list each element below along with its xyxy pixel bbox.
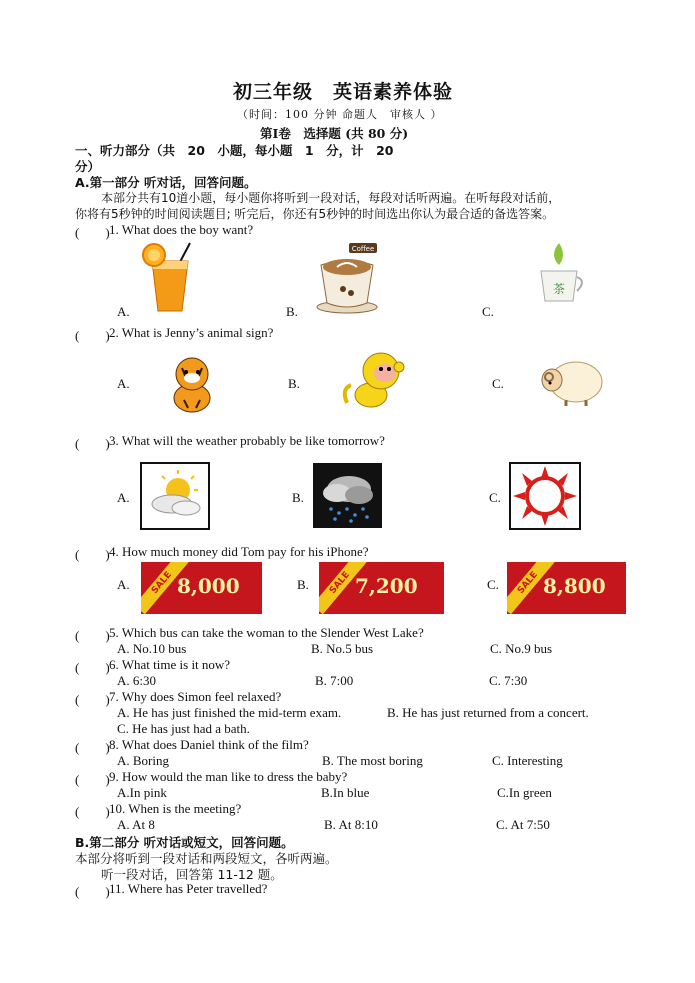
answer-bracket[interactable]: ( ) [75,804,110,819]
price-tag-a [141,562,262,614]
part-b-subinstructions: 听一段对话，回答第 11-12 题。 [101,867,283,882]
section-heading-cont: 分） [75,159,101,174]
tiger-icon [162,354,224,414]
option-c[interactable]: C. [492,376,504,391]
page-title: 初三年级 英语素养体验 [233,81,454,103]
question-6: 6. What time is it now? [109,657,231,672]
option-a[interactable]: A. At 8 [117,817,155,832]
sheep-icon [538,356,604,408]
question-3: 3. What will the weather probably be like tomorrow? [109,433,385,448]
option-b[interactable]: B. [297,577,309,592]
orange-juice-icon [140,241,206,315]
question-7: 7. Why does Simon feel relaxed? [109,689,282,704]
price-a: 8,000 [177,574,240,598]
question-2: 2. What is Jenny’s animal sign? [109,325,274,340]
option-b[interactable]: B. He has just returned from a concert. [387,705,589,720]
option-c[interactable]: C. [487,577,499,592]
coffee-label: Coffee [351,245,375,253]
option-a[interactable]: A. Boring [117,753,169,768]
option-c[interactable]: C. At 7:50 [496,817,550,832]
option-c[interactable]: C. No.9 bus [490,641,553,656]
exam-info: （时间：100 分钟 命题人 审核人 ） [237,108,443,121]
sale-banner: SALE [507,562,556,614]
price-tag-b [319,562,444,614]
question-5: 5. Which bus can take the woman to the Slender West Lake? [109,625,424,640]
tea-label: 茶 [552,282,566,296]
option-a[interactable]: A. [117,490,130,505]
question-8: 8. What does Daniel think of the film? [109,737,309,752]
answer-bracket[interactable]: ( ) [75,884,110,899]
option-a[interactable]: A. [117,304,130,319]
option-c[interactable]: C. 7:30 [489,673,528,688]
option-b[interactable]: B. [292,490,304,505]
answer-bracket[interactable]: ( ) [75,628,110,643]
option-a[interactable]: A. [117,376,130,391]
part-b-title: B.第二部分 听对话或短文，回答问题。 [75,835,294,850]
question-10: 10. When is the meeting? [109,801,242,816]
part-a-instructions: 本部分共有10道小题，每小题你将听到一段对话，每段对话听两遍。在听每段对话前， [101,191,561,205]
option-c[interactable]: C. He has just had a bath. [117,721,250,736]
partly-cloudy-frame [140,462,210,530]
question-1: 1. What does the boy want? [109,222,254,237]
part-b-instructions: 本部分将听到一段对话和两段短文，各听两遍。 [75,851,338,866]
answer-bracket[interactable]: ( ) [75,692,110,707]
part-a-title: A.第一部分 听对话，回答问题。 [75,175,257,190]
option-a[interactable]: A. No.10 bus [117,641,187,656]
answer-bracket[interactable]: ( ) [75,436,110,451]
rain-frame [313,463,382,528]
price-b: 7,200 [355,574,418,598]
volume-heading: 第Ⅰ卷 选择题 (共 80 分) [260,126,409,141]
option-a[interactable]: A.In pink [117,785,167,800]
option-b[interactable]: B. 7:00 [315,673,354,688]
option-b[interactable]: B.In blue [321,785,370,800]
option-b[interactable]: B. The most boring [322,753,423,768]
price-c: 8,800 [543,574,606,598]
sale-banner: SALE [319,562,368,614]
option-b[interactable]: B. At 8:10 [324,817,378,832]
part-a-instructions-cont: 你将有5秒钟的时间阅读题目; 听完后，你还有5秒钟的时间选出你认为最合适的备选答案。 [75,207,555,221]
option-c[interactable]: C. [489,490,501,505]
question-4: 4. How much money did Tom pay for his iPhone? [109,544,369,559]
price-tag-c [507,562,626,614]
answer-bracket[interactable]: ( ) [75,740,110,755]
answer-bracket[interactable]: ( ) [75,547,110,562]
sale-banner: SALE [141,562,190,614]
question-11: 11. Where has Peter travelled? [109,881,268,896]
option-a[interactable]: A. 6:30 [117,673,156,688]
option-a[interactable]: A. [117,577,130,592]
answer-bracket[interactable]: ( ) [75,660,110,675]
option-b[interactable]: B. [286,304,298,319]
sun-icon [511,464,579,528]
option-a[interactable]: A. He has just finished the mid-term exam. [117,705,342,720]
answer-bracket[interactable]: ( ) [75,328,110,343]
coffee-icon [313,241,381,315]
option-c[interactable]: C.In green [497,785,552,800]
monkey-icon [337,349,411,413]
partly-cloudy-icon [142,464,208,528]
answer-bracket[interactable]: ( ) [75,225,110,240]
rain-cloud-icon [315,465,380,526]
section-heading: 一、听力部分（共 20 小题，每小题 1 分，计 20 [75,143,394,158]
option-b[interactable]: B. No.5 bus [311,641,374,656]
question-9: 9. How would the man like to dress the baby? [109,769,348,784]
sunny-frame [509,462,581,530]
option-c[interactable]: C. Interesting [492,753,563,768]
green-tea-icon [529,241,591,309]
option-c[interactable]: C. [482,304,494,319]
answer-bracket[interactable]: ( ) [75,772,110,787]
option-b[interactable]: B. [288,376,300,391]
